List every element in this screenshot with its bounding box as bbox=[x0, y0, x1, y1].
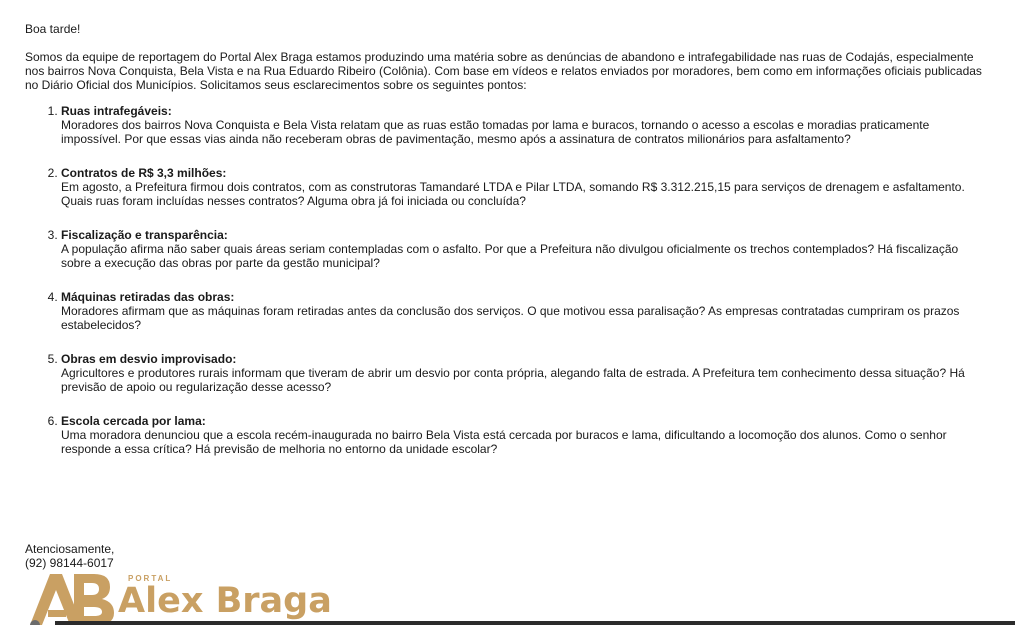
list-item bbox=[61, 352, 985, 394]
intro-paragraph: Somos da equipe de reportagem do Portal Alex Braga estamos produzindo uma matéria sobre as denúncias de abandono e intrafegabilidade nas ruas de Codajás, especialmente nos bairros Nova Conquista, Bela Vista e na Rua Eduardo Ribeiro (Colônia). Com base em vídeos e relatos enviados por moradores, bem como em informações oficiais publicadas no Diário Oficial dos Municípios. Solicitamos seus esclarecimentos sobre os seguintes pontos: bbox=[25, 50, 982, 92]
list-item bbox=[61, 104, 985, 146]
point-title: 2. Contratos de R$ 3,3 milhões: bbox=[61, 166, 227, 180]
point-body: Uma moradora denunciou que a escola recém-inaugurada no bairro Bela Vista está cercada por buracos e lama, dificultando a locomoção dos alunos. Como o senhor responde a essa crítica? Há previsão de melhoria no entorno da unidade escolar? bbox=[61, 428, 947, 456]
signature bbox=[25, 542, 114, 570]
point-body: Moradores afirmam que as máquinas foram retiradas antes da conclusão dos serviços. O que motivou essa paralisação? As empresas contratadas cumpriram os prazos estabelecidos? bbox=[61, 304, 960, 332]
scroll-indicator bbox=[30, 620, 40, 625]
point-title: 1. Ruas intrafegáveis: bbox=[61, 104, 172, 118]
point-body: Em agosto, a Prefeitura firmou dois contratos, com as construtoras Tamandaré LTDA e Pilar LTDA, somando R$ 3.312.215,15 para serviços de drenagem e asfaltamento. Quais ruas foram incluídas nesses contratos? Alguma obra já foi iniciada ou concluída? bbox=[61, 180, 965, 208]
list-item bbox=[61, 228, 985, 270]
list-item bbox=[61, 414, 985, 456]
logo-wordmark: Alex Braga bbox=[118, 581, 332, 621]
point-title: 3. Fiscalização e transparência: bbox=[61, 228, 228, 242]
ab-monogram-icon bbox=[28, 570, 118, 625]
point-body: Moradores dos bairros Nova Conquista e Bela Vista relatam que as ruas estão tomadas por lama e buracos, tornando o acesso a escolas e moradias praticamente impossível. Por que essas vias ainda não receberam obras de pavimentação, mesmo após a assinatura de contratos milionários para asfaltamento? bbox=[61, 118, 930, 146]
list-item bbox=[61, 166, 985, 208]
point-body: A população afirma não saber quais áreas seriam contempladas com o asfalto. Por que a Prefeitura não divulgou oficialmente os trechos contemplados? Há fiscalização sobre a execução das obras por parte da gestão municipal? bbox=[61, 242, 959, 270]
questions-list bbox=[25, 104, 985, 456]
email-body bbox=[25, 22, 985, 476]
closing-text: Atenciosamente, bbox=[25, 542, 115, 556]
window-bottom-edge bbox=[55, 621, 1015, 625]
logo-kicker: PORTAL bbox=[128, 574, 173, 583]
point-title: 5. Obras em desvio improvisado: bbox=[61, 352, 237, 366]
point-title: 6. Escola cercada por lama: bbox=[61, 414, 206, 428]
phone-number: (92) 98144-6017 bbox=[25, 556, 114, 570]
portal-logo bbox=[28, 570, 358, 625]
list-item bbox=[61, 290, 985, 332]
point-title: 4. Máquinas retiradas das obras: bbox=[61, 290, 235, 304]
point-body: Agricultores e produtores rurais informam que tiveram de abrir um desvio por conta própria, alegando falta de estrada. A Prefeitura tem conhecimento dessa situação? Há previsão de apoio ou regularização desse acesso? bbox=[61, 366, 965, 394]
greeting: Boa tarde! bbox=[25, 22, 81, 36]
